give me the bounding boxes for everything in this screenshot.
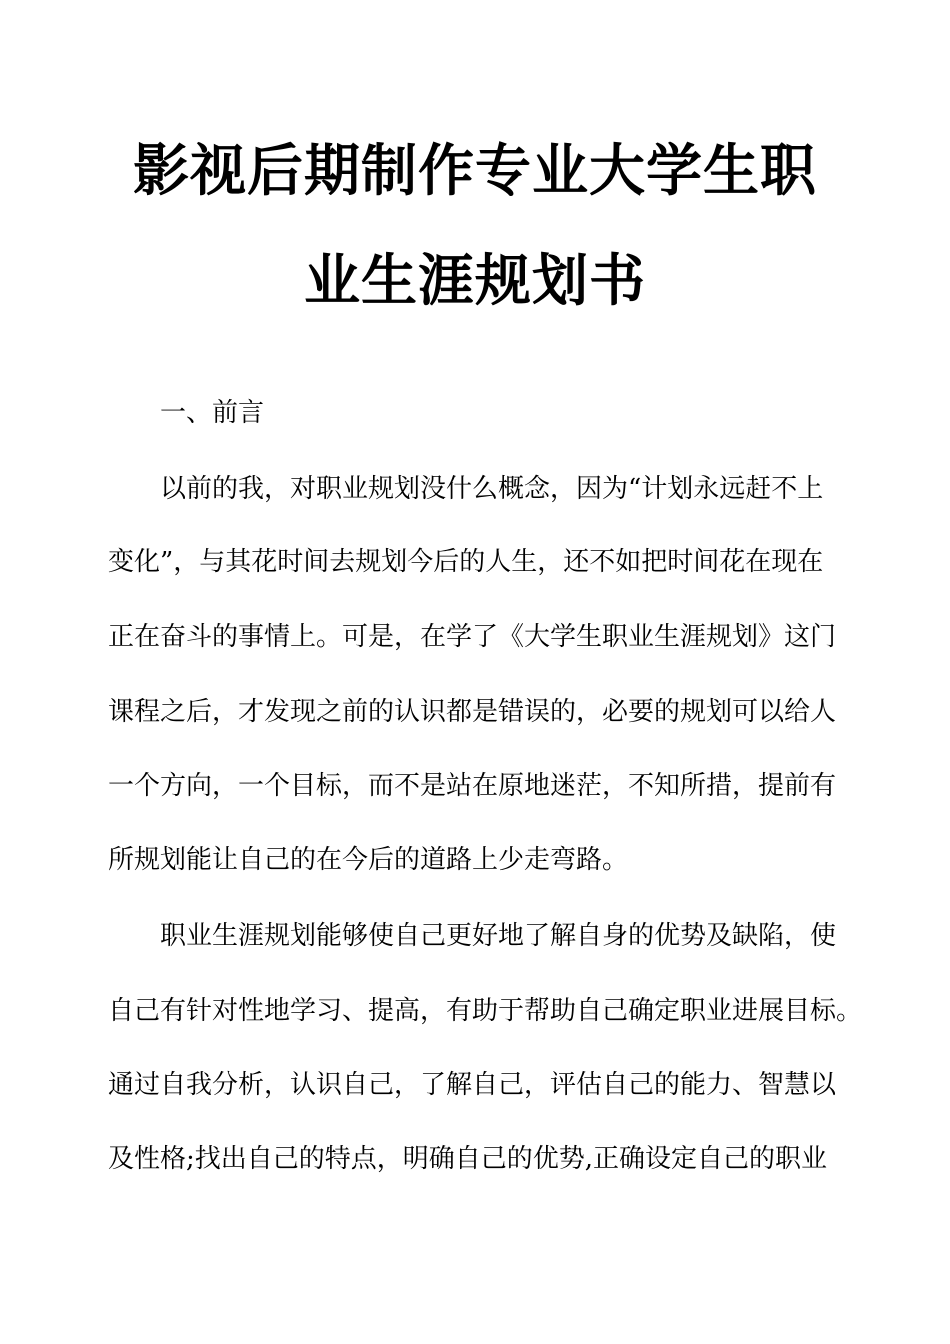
paragraph-1-line: 课程之后，才发现之前的认识都是错误的，必要的规划可以给人 [108, 697, 837, 727]
paragraph-2-line: 职业生涯规划能够使自己更好地了解自身的优势及缺陷，使 [160, 921, 837, 951]
paragraph-2-line: 自己有针对性地学习、提高，有助于帮助自己确定职业进展目标。 [108, 996, 863, 1026]
paragraph-1-line: 以前的我，对职业规划没什么概念，因为“计划永远赶不上 [160, 474, 824, 504]
paragraph-1-line: 变化”，与其花时间去规划今后的人生，还不如把时间花在现在 [108, 547, 824, 577]
paragraph-1-line: 所规划能让自己的在今后的道路上少走弯路。 [108, 845, 629, 875]
paragraph-2-line: 通过自我分析，认识自己，了解自己，评估自己的能力、智慧以 [108, 1070, 837, 1100]
section-heading: 一、前言 [160, 398, 265, 428]
paragraph-1-line: 一个方向，一个目标，而不是站在原地迷茫，不知所措，提前有 [108, 771, 837, 801]
document-title-line-2: 业生涯规划书 [304, 249, 646, 314]
paragraph-1-line: 正在奋斗的事情上。可是，在学了《大学生职业生涯规划》这门 [108, 622, 837, 652]
document-title-line-1: 影视后期制作专业大学生职 [133, 139, 817, 204]
paragraph-2-line: 及性格;找出自己的特点，明确自己的优势,正确设定自己的职业 [108, 1144, 828, 1174]
